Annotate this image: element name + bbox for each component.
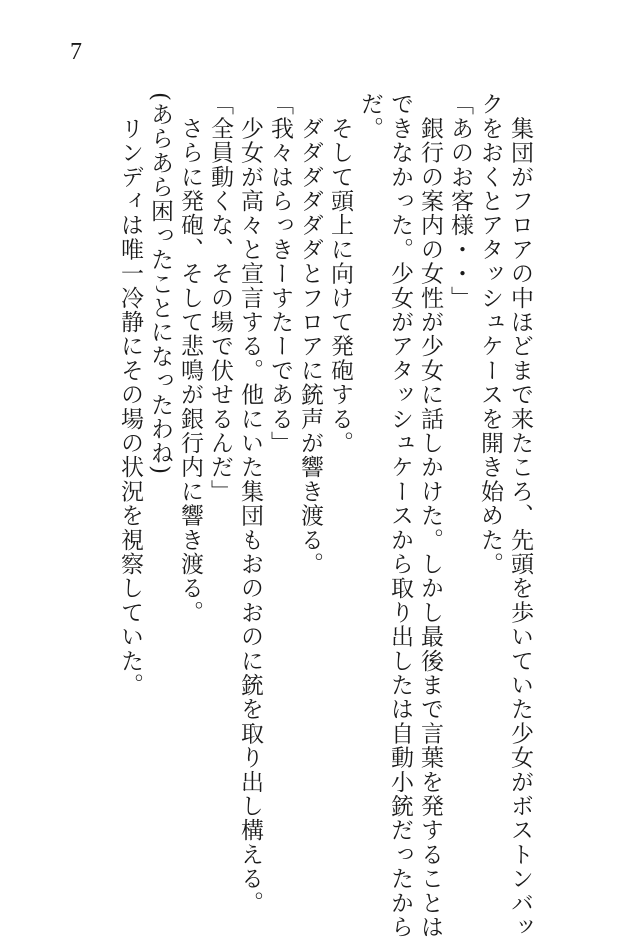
vertical-text-body	[100, 92, 535, 939]
text-line: ダダダダダダとフロアに銃声が響き渡る。	[297, 92, 323, 576]
text-line: さらに発砲、そして悲鳴が銀行内に響き渡る。	[177, 92, 203, 625]
text-line: 銀行の案内の女性が少女に話しかけた。しかし最後まで言葉を発することは	[417, 92, 443, 939]
page-number: 7	[70, 39, 82, 65]
text-line: そして頭上に向けて発砲する。	[327, 92, 353, 455]
text-line: 集団がフロアの中ほどまで来たころ、先頭を歩いていた少女がボストンバッ	[507, 92, 533, 939]
text-line: リンディは唯一冷静にその場の状況を視察していた。	[117, 92, 143, 697]
text-line: クをおくとアタッシュケースを開き始めた。	[477, 92, 503, 576]
text-line: (あらあら困ったことになったわね)	[147, 92, 173, 476]
text-line: 「全員動くな、その場で伏せるんだ」	[207, 92, 233, 504]
text-line: 「我々はらっきーすたーである」	[267, 92, 293, 455]
text-line: 「あのお客様・・」	[447, 92, 473, 310]
text-line: できなかった。少女がアタッシュケースから取り出したは自動小銃だったから	[387, 92, 413, 939]
text-line: 少女が高々と宣言する。他にいた集団もおのおのに銃を取り出し構える。	[237, 92, 263, 915]
text-line: だ。	[357, 92, 383, 141]
